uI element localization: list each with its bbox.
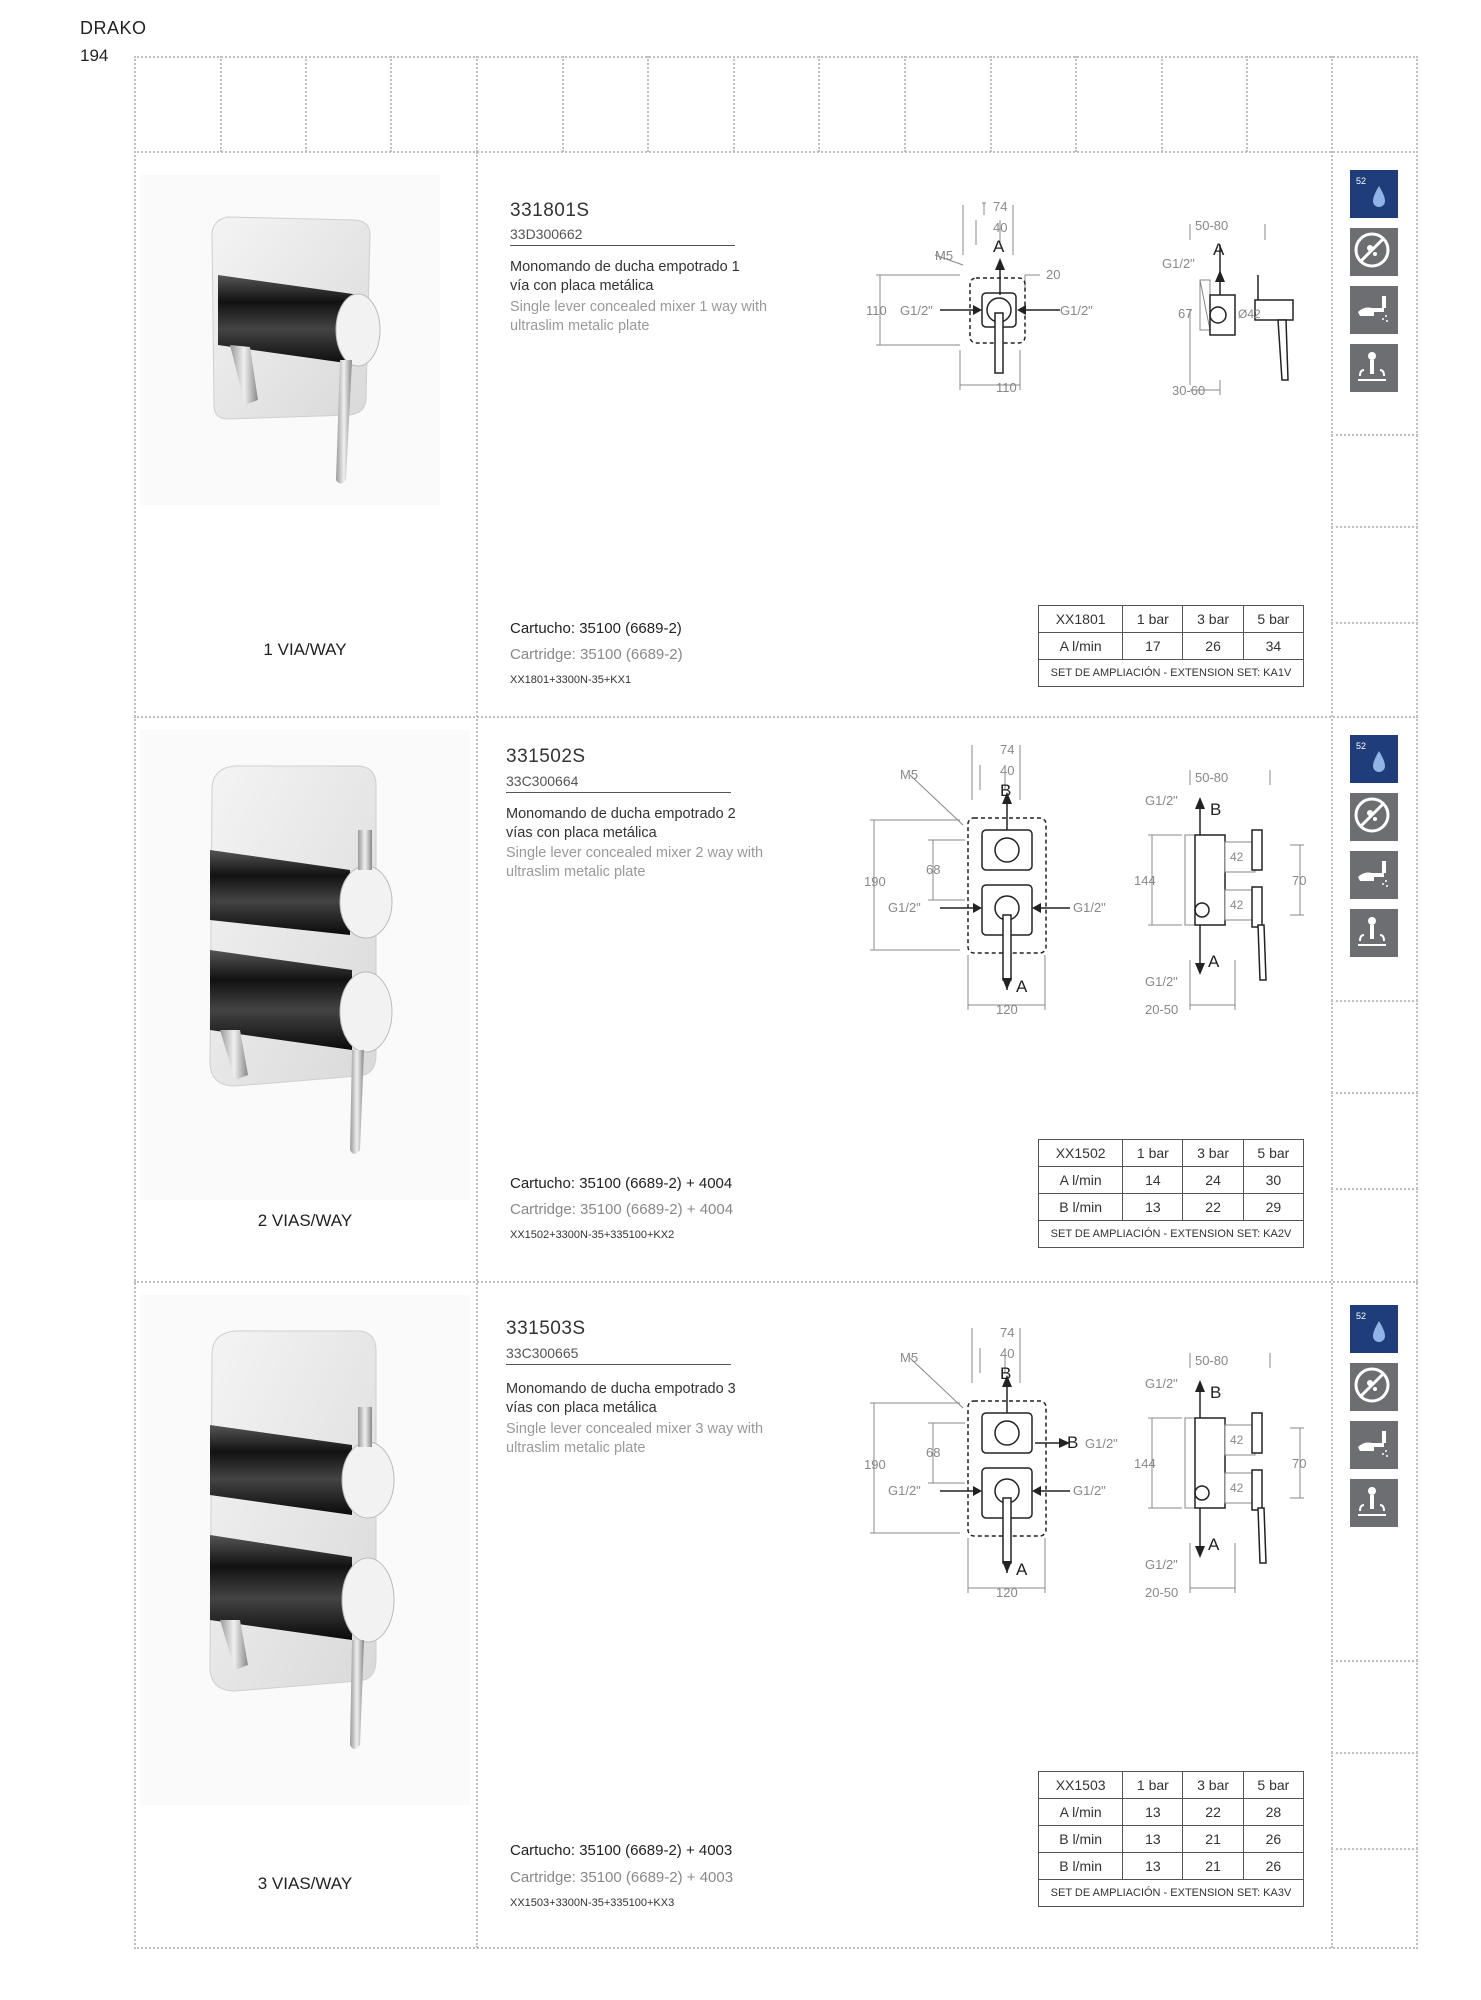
table-cell: 13 <box>1123 1799 1183 1826</box>
svg-text:70: 70 <box>1292 1456 1307 1471</box>
grid-divider <box>476 152 478 1948</box>
extension-set: SET DE AMPLIACIÓN - EXTENSION SET: KA3V <box>1039 1880 1304 1907</box>
pressure-icon <box>1350 735 1398 783</box>
product-subcode: 33C300665 <box>506 1345 731 1365</box>
table-header-cell: 5 bar <box>1243 1140 1303 1167</box>
svg-text:50-80: 50-80 <box>1195 1353 1229 1368</box>
svg-text:B: B <box>1210 1383 1222 1402</box>
flow-table <box>1038 605 1304 687</box>
hand-shower-icon <box>1350 1421 1398 1469</box>
svg-text:110: 110 <box>866 303 887 318</box>
grid-divider <box>904 56 906 152</box>
way-label: 1 VIA/WAY <box>263 640 347 659</box>
page-number: 194 <box>80 46 109 65</box>
cartridge-en: Cartridge: 35100 (6689-2) + 4003 <box>510 1869 734 1886</box>
anti-limescale-icon <box>1350 1363 1398 1411</box>
technical-drawing-side <box>1130 765 1320 1025</box>
shower-icon <box>1350 909 1398 957</box>
pressure-icon <box>1350 1305 1398 1353</box>
svg-text:B: B <box>1000 1364 1012 1383</box>
svg-text:50-80: 50-80 <box>1195 770 1229 785</box>
technical-drawing-front <box>860 195 1120 405</box>
table-cell: A l/min <box>1039 633 1123 660</box>
svg-text:42: 42 <box>1230 898 1244 912</box>
product-code: 331503S <box>506 1318 586 1339</box>
grid-divider <box>1331 56 1333 1948</box>
table-header-cell: 3 bar <box>1183 1772 1243 1799</box>
grid-divider <box>990 56 992 152</box>
description-en: Single lever concealed mixer 2 way with ultraslim metalic plate <box>506 845 764 880</box>
table-header-cell: 1 bar <box>1123 606 1183 633</box>
product-image-3way <box>140 1295 470 1805</box>
shower-icon <box>1350 1479 1398 1527</box>
table-header-cell: 3 bar <box>1183 606 1243 633</box>
hand-shower-icon <box>1350 851 1398 899</box>
svg-text:20-50: 20-50 <box>1145 1585 1179 1600</box>
svg-text:190: 190 <box>864 874 886 889</box>
table-header-cell: 1 bar <box>1123 1772 1183 1799</box>
svg-text:144: 144 <box>1134 1456 1156 1471</box>
svg-text:190: 190 <box>864 1457 886 1472</box>
svg-text:70: 70 <box>1292 873 1307 888</box>
grid-row-line <box>1331 1000 1418 1002</box>
table-cell: 22 <box>1183 1799 1243 1826</box>
svg-text:G1/2": G1/2" <box>1145 1557 1178 1572</box>
grid-row-line <box>1331 1752 1418 1754</box>
svg-text:144: 144 <box>1134 873 1156 888</box>
product-subcode: 33D300662 <box>510 226 735 246</box>
svg-text:30-60: 30-60 <box>1172 383 1206 398</box>
grid-row-line <box>134 151 1418 153</box>
cartridge-es: Cartucho: 35100 (6689-2) + 4003 <box>510 1842 733 1859</box>
svg-text:G1/2": G1/2" <box>1145 1376 1178 1391</box>
svg-text:G1/2": G1/2" <box>1085 1436 1118 1451</box>
grid-divider <box>818 56 820 152</box>
table-cell: B l/min <box>1039 1194 1123 1221</box>
grid-divider <box>733 56 735 152</box>
table-header-cell: 1 bar <box>1123 1140 1183 1167</box>
extension-set: SET DE AMPLIACIÓN - EXTENSION SET: KA1V <box>1039 660 1304 687</box>
svg-text:A: A <box>1208 1535 1220 1554</box>
cartridge-en: Cartridge: 35100 (6689-2) <box>510 646 683 663</box>
grid-row-line <box>1331 1660 1418 1662</box>
svg-text:B: B <box>1000 781 1012 800</box>
svg-text:50-80: 50-80 <box>1195 218 1229 233</box>
grid-row-line <box>1331 1092 1418 1094</box>
table-cell: A l/min <box>1039 1799 1123 1826</box>
table-cell: 13 <box>1123 1194 1183 1221</box>
anti-limescale-icon <box>1350 228 1398 276</box>
svg-text:G1/2": G1/2" <box>1073 900 1106 915</box>
table-cell: 26 <box>1183 633 1243 660</box>
table-cell: A l/min <box>1039 1167 1123 1194</box>
table-header-cell: XX1503 <box>1039 1772 1123 1799</box>
technical-drawing-side <box>1150 210 1310 410</box>
description-es: Monomando de ducha empotrado 3 vías con placa metálica <box>506 1381 736 1416</box>
svg-text:B: B <box>1067 1433 1079 1452</box>
table-cell: 22 <box>1183 1194 1243 1221</box>
product-code: 331502S <box>506 746 586 767</box>
kit-reference: XX1503+3300N-35+335100+KX3 <box>510 1897 675 1909</box>
svg-text:74: 74 <box>1000 1325 1015 1340</box>
table-cell: 17 <box>1123 633 1183 660</box>
svg-text:40: 40 <box>1000 1346 1015 1361</box>
description-en: Single lever concealed mixer 3 way with ultraslim metalic plate <box>506 1421 764 1456</box>
cartridge-en: Cartridge: 35100 (6689-2) + 4004 <box>510 1201 734 1218</box>
table-cell: B l/min <box>1039 1853 1123 1880</box>
svg-text:G1/2": G1/2" <box>888 900 921 915</box>
grid-row-line <box>134 716 1418 718</box>
extension-set: SET DE AMPLIACIÓN - EXTENSION SET: KA2V <box>1039 1221 1304 1248</box>
table-cell: 34 <box>1243 633 1303 660</box>
svg-text:M5: M5 <box>935 248 954 263</box>
technical-drawing-front <box>860 1323 1130 1603</box>
way-label: 2 VIAS/WAY <box>257 1211 353 1230</box>
svg-text:A: A <box>1213 240 1225 259</box>
description-en: Single lever concealed mixer 1 way with ultraslim metalic plate <box>510 299 768 334</box>
svg-text:20-50: 20-50 <box>1145 1002 1179 1017</box>
hand-shower-icon <box>1350 286 1398 334</box>
brand-name: DRAKO <box>80 18 147 38</box>
svg-text:74: 74 <box>1000 742 1015 757</box>
flow-table <box>1038 1771 1304 1907</box>
way-label: 3 VIAS/WAY <box>257 1874 353 1893</box>
svg-text:M5: M5 <box>900 767 919 782</box>
svg-text:G1/2": G1/2" <box>1145 974 1178 989</box>
grid-divider <box>390 56 392 152</box>
svg-text:40: 40 <box>1000 763 1015 778</box>
table-cell: 30 <box>1243 1167 1303 1194</box>
grid-row-line <box>1331 1848 1418 1850</box>
table-cell: 14 <box>1123 1167 1183 1194</box>
svg-text:Ø42: Ø42 <box>1238 307 1261 321</box>
svg-text:G1/2": G1/2" <box>888 1483 921 1498</box>
pressure-icon <box>1350 170 1398 218</box>
anti-limescale-icon <box>1350 793 1398 841</box>
grid-divider <box>1246 56 1248 152</box>
table-cell: 29 <box>1243 1194 1303 1221</box>
table-header-cell: 3 bar <box>1183 1140 1243 1167</box>
table-header-cell: XX1801 <box>1039 606 1123 633</box>
table-cell: 26 <box>1243 1853 1303 1880</box>
description-es: Monomando de ducha empotrado 2 vías con placa metálica <box>506 806 736 841</box>
svg-text:42: 42 <box>1230 1481 1244 1495</box>
svg-text:A: A <box>1016 1560 1028 1579</box>
svg-text:110: 110 <box>996 380 1017 395</box>
svg-text:68: 68 <box>926 862 941 877</box>
shower-icon <box>1350 344 1398 392</box>
grid-row-line <box>1331 1188 1418 1190</box>
svg-text:74: 74 <box>993 199 1008 214</box>
svg-text:52: 52 <box>1356 741 1367 751</box>
grid-divider <box>1075 56 1077 152</box>
table-header-cell: 5 bar <box>1243 1772 1303 1799</box>
product-image-1way <box>140 175 440 505</box>
technical-drawing-side <box>1130 1348 1320 1608</box>
svg-text:G1/2": G1/2" <box>1162 256 1195 271</box>
grid-divider <box>1161 56 1163 152</box>
svg-text:B: B <box>1210 800 1222 819</box>
svg-text:M5: M5 <box>900 1350 919 1365</box>
grid-row-line <box>1331 622 1418 624</box>
product-image-2way <box>140 730 470 1200</box>
grid-divider <box>647 56 649 152</box>
kit-reference: XX1502+3300N-35+335100+KX2 <box>510 1229 675 1241</box>
grid-divider <box>305 56 307 152</box>
table-cell: 13 <box>1123 1853 1183 1880</box>
table-cell: 26 <box>1243 1826 1303 1853</box>
table-cell: 28 <box>1243 1799 1303 1826</box>
svg-text:68: 68 <box>926 1445 941 1460</box>
svg-text:67: 67 <box>1178 306 1193 321</box>
grid-divider <box>562 56 564 152</box>
product-code: 331801S <box>510 200 590 221</box>
svg-text:120: 120 <box>996 1002 1018 1017</box>
table-cell: 21 <box>1183 1853 1243 1880</box>
table-cell: 13 <box>1123 1826 1183 1853</box>
svg-text:42: 42 <box>1230 850 1244 864</box>
svg-text:40: 40 <box>993 220 1008 235</box>
svg-text:20: 20 <box>1046 267 1061 282</box>
svg-text:A: A <box>1016 977 1028 996</box>
cartridge-es: Cartucho: 35100 (6689-2) <box>510 620 682 637</box>
table-header-cell: XX1502 <box>1039 1140 1123 1167</box>
svg-text:G1/2": G1/2" <box>900 303 933 318</box>
table-cell: 24 <box>1183 1167 1243 1194</box>
table-cell: 21 <box>1183 1826 1243 1853</box>
svg-text:G1/2": G1/2" <box>1073 1483 1106 1498</box>
svg-text:A: A <box>993 237 1005 256</box>
cartridge-es: Cartucho: 35100 (6689-2) + 4004 <box>510 1175 733 1192</box>
description-es: Monomando de ducha empotrado 1 vía con placa metálica <box>510 259 740 294</box>
grid-divider <box>476 56 478 152</box>
svg-text:42: 42 <box>1230 1433 1244 1447</box>
technical-drawing-front <box>860 740 1130 1020</box>
table-cell: B l/min <box>1039 1826 1123 1853</box>
svg-text:120: 120 <box>996 1585 1018 1600</box>
flow-table <box>1038 1139 1304 1248</box>
svg-text:52: 52 <box>1356 1311 1367 1321</box>
svg-text:52: 52 <box>1356 176 1367 186</box>
grid-row-line <box>1331 526 1418 528</box>
svg-text:G1/2": G1/2" <box>1145 793 1178 808</box>
table-header-cell: 5 bar <box>1243 606 1303 633</box>
grid-row-line <box>1331 434 1418 436</box>
grid-divider <box>220 56 222 152</box>
product-subcode: 33C300664 <box>506 773 731 793</box>
kit-reference: XX1801+3300N-35+KX1 <box>510 674 632 686</box>
grid-row-line <box>134 1281 1418 1283</box>
svg-text:A: A <box>1208 952 1220 971</box>
svg-text:G1/2": G1/2" <box>1060 303 1093 318</box>
